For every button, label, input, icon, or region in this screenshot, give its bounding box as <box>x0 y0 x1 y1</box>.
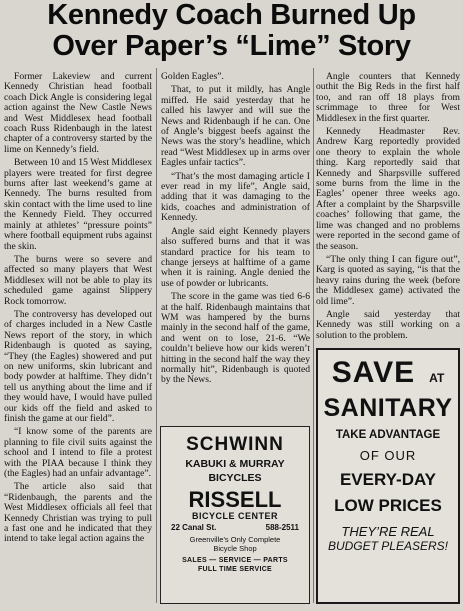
ad-store-name: RISSELL <box>188 487 282 512</box>
paragraph: “That’s the most damaging article I ever read in my life”, Angle said, adding that it was damaging to the kids, coaches and administration of Kennedy. <box>161 170 310 224</box>
paragraph: Angle said eight Kennedy players also suffered burns and that it was standard practice for his team to change jerseys at halftime of a game when it is raining. Angle denied the use of powder or lubricants. <box>161 225 310 289</box>
headline-line-2: Over Paper’s “Lime” Story <box>52 30 411 62</box>
paragraph: The article also said that “Ridenbaugh, the parents and the West Middlesex officials all feel that Kennedy Christian was trying to pull a fast one and he indicated that they intend to take legal action agains the <box>4 481 152 545</box>
ad-line: LOW PRICES <box>334 496 442 515</box>
ad-line: BICYCLES <box>208 472 262 484</box>
sanitary-advertisement <box>316 348 460 604</box>
headline <box>0 0 463 64</box>
ad-contact-row <box>161 521 309 532</box>
paragraph: The controversy has developed out of charges included in a New Castle News report of the story, in which Ridenbaugh is quoted as saying, “They (the Eagles) showered and put on new uniforms, skin lubricant and body powder at halftime. They didn’t tell us anything about the lime and if they would have, I would have pulled our kids off the field and asked to finish the game at our field”. <box>4 308 152 424</box>
column-rule <box>156 68 157 603</box>
column-rule <box>313 68 314 603</box>
schwinn-advertisement <box>160 426 310 604</box>
paragraph: Angle counters that Kennedy outhit the Big Reds in the first half too, and ran off 18 plays from scrimmage to three for West Middlesex in the first quarter. <box>316 71 460 124</box>
ad-line: TAKE ADVANTAGE <box>335 429 441 441</box>
ad-line: THEY’RE REAL <box>341 524 435 539</box>
ad-line: BUDGET PLEASERS! <box>327 539 449 553</box>
headline-line-1: Kennedy Coach Burned Up <box>47 0 416 31</box>
paragraph: That, to put it mildly, has Angle miffed. He said yesterday that he called his lawyer and will sue the News and Ridenbaugh if he can. One of Angle’s biggest beefs against the News was the story’s headline, which read “West Middlesex up in arms over Eagles unfair tactics”. <box>161 84 310 169</box>
ad-line: EVERY-DAY <box>339 470 437 489</box>
paragraph: The burns were so severe and affected so many players that West Middlesex will not be able to play its scheduled game against Slippery Rock tomorrow. <box>4 253 152 307</box>
ad-store-name: SANITARY <box>323 394 453 422</box>
ad-top-row <box>318 356 458 390</box>
article-column-1 <box>4 72 152 548</box>
ad-hours: FULL TIME SERVICE <box>197 566 273 573</box>
ad-tagline: Bicycle Shop <box>213 544 257 553</box>
paragraph: Kennedy Headmaster Rev. Andrew Karg reportedly provided one theory to explain the whole thing. Karg reportedly said that Kennedy and Sharpsville suffered some burns from the lime in the Eagles’ opener three weeks ago. After a complaint by the Sharpsville coaches’ following that game, the lime was changed and no problems were reported in the second game of the season. <box>316 126 460 252</box>
paragraph: The score in the game was tied 6-6 at the half. Ridenbaugh maintains that WM was hampered by the burns mainly in the second half of the game, and went on to lose, 21-6. “We couldn’t believe how our kids weren’t hitting in the second half the way they normally hit”, Ridenbaugh is quoted by the News. <box>161 291 310 386</box>
paragraph: “I know some of the parents are planning to file civil suits against the school and I intend to file a protest with the PIAA because I think they (the Eagles) had an unfair advantage”. <box>4 426 152 480</box>
article-column-2 <box>161 72 310 389</box>
ad-address: 22 Canal St. <box>171 523 217 532</box>
paragraph: “The only thing I can figure out”, Karg is quoted as saying, “is that the heavy rains during the week (before the Middlesex game) activated the old lime”. <box>316 253 460 307</box>
article-column-3 <box>316 72 460 344</box>
paragraph: Angle said yesterday that Kennedy was still working on a solution to the problem. <box>316 308 460 341</box>
ad-store-sub: BICYCLE CENTER <box>191 511 278 521</box>
ad-line: OF OUR <box>359 448 417 463</box>
paragraph: Between 10 and 15 West Middlesex players were treated for first degree burns after last weekend’s game at Kennedy. The burns resulted from skin contact with the lime used to line the Kennedy Field. They occurred mainly at athletes’ “pressure points” where football equipment rubs against the skin. <box>4 157 152 252</box>
ad-phone: 588-2511 <box>265 523 299 532</box>
ad-save: SAVE <box>331 356 416 389</box>
paragraph: Former Lakeview and current Kennedy Christian head football coach Dick Angle is considering legal action against the New Castle News and West Middlesex head football coach Russ Ridenbaugh in the latest chapter of a controversy started by the lime on Kennedy’s field. <box>4 71 152 155</box>
ad-tagline: Greenville’s Only Complete <box>189 535 281 544</box>
ad-brand: SCHWINN <box>186 434 284 455</box>
paragraph: Golden Eagles”. <box>161 71 224 82</box>
ad-at: AT <box>429 371 445 385</box>
ad-services: SALES — SERVICE — PARTS <box>182 557 288 564</box>
ad-line: KABUKI & MURRAY <box>185 458 285 470</box>
